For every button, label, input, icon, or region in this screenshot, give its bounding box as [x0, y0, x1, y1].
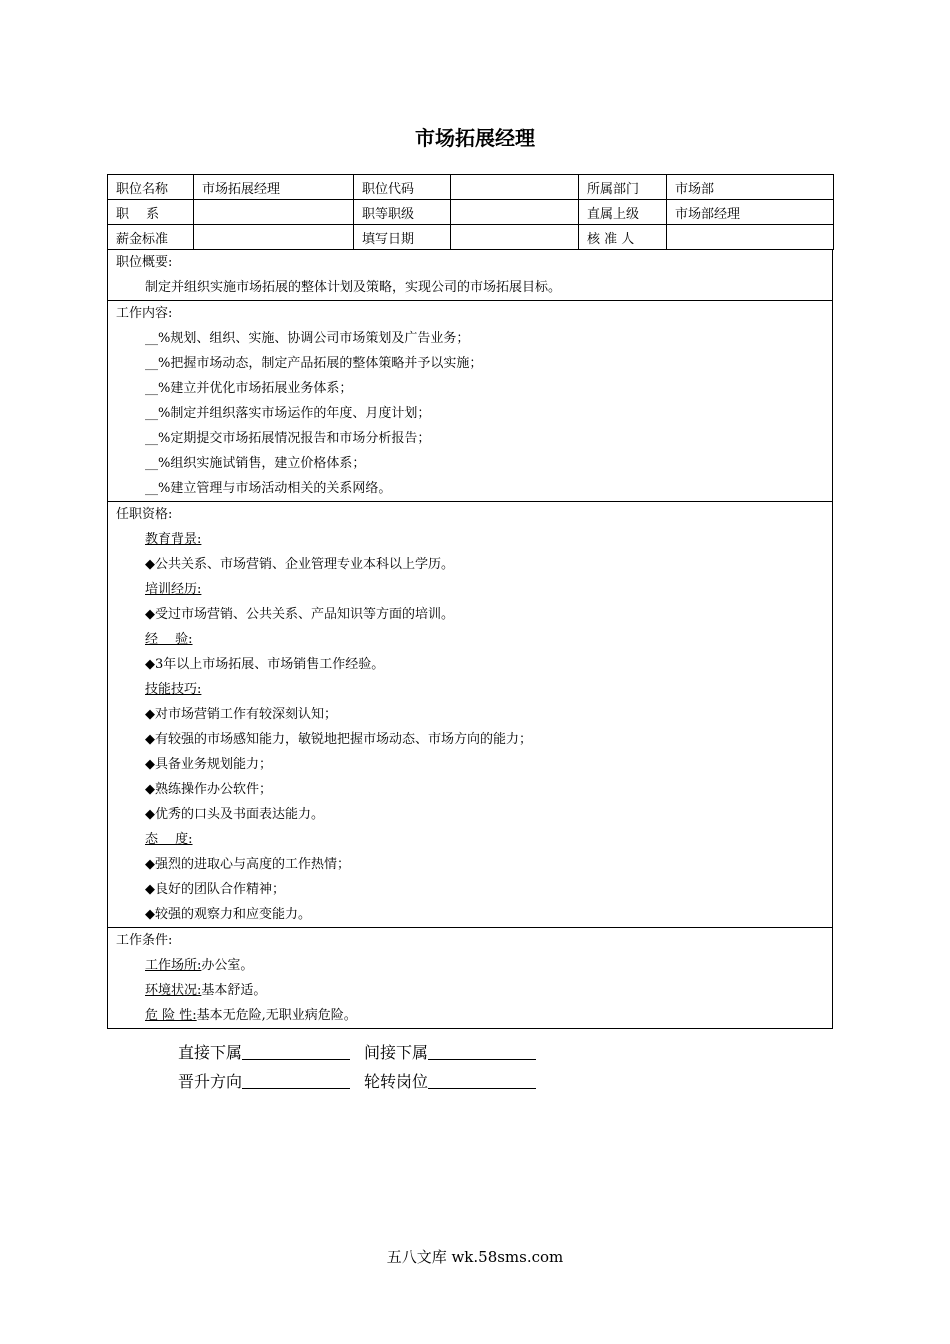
- qualification-text: 熟练操作办公软件；: [155, 782, 273, 797]
- duty-prefix: __: [145, 356, 158, 371]
- qualifications-section: [107, 502, 833, 928]
- bottom-field-label: 晋升方向: [178, 1072, 243, 1091]
- duty-text: %定期提交市场拓展情况报告和市场分析报告；: [158, 431, 431, 446]
- qualification-group-title: [108, 627, 832, 652]
- overview-heading: 职位概要:: [116, 255, 173, 270]
- diamond-bullet-icon: ◆: [145, 882, 155, 897]
- field-value: 市场拓展经理: [194, 175, 354, 200]
- bottom-field-blank: [242, 1072, 350, 1089]
- qualification-group-title: [108, 677, 832, 702]
- group-title-text: 经 验:: [145, 632, 193, 647]
- bottom-fields: [178, 1038, 536, 1096]
- field-label: 填写日期: [354, 225, 451, 250]
- qualification-item: [108, 727, 832, 752]
- diamond-bullet-icon: ◆: [145, 707, 155, 722]
- duties-heading: 工作内容:: [116, 306, 173, 321]
- qualification-item: [108, 702, 832, 727]
- group-title-text: 培训经历:: [145, 582, 202, 597]
- condition-item: [108, 1003, 832, 1028]
- duty-text: %建立管理与市场活动相关的关系网络。: [158, 481, 392, 496]
- field-value: 市场部: [667, 175, 834, 200]
- diamond-bullet-icon: ◆: [145, 907, 155, 922]
- qualification-item: [108, 802, 832, 827]
- condition-item: [108, 978, 832, 1003]
- diamond-bullet-icon: ◆: [145, 657, 155, 672]
- field-value: 市场部经理: [667, 200, 834, 225]
- diamond-bullet-icon: ◆: [145, 557, 155, 572]
- duty-item: [108, 401, 832, 426]
- group-title-text: 技能技巧:: [145, 682, 202, 697]
- condition-label: 环境状况:: [145, 983, 202, 998]
- header-row: [108, 225, 834, 250]
- qualification-text: 3年以上市场拓展、市场销售工作经验。: [155, 657, 385, 672]
- condition-item: [108, 953, 832, 978]
- duty-prefix: __: [145, 481, 158, 496]
- duty-item: [108, 451, 832, 476]
- condition-value: 办公室。: [201, 958, 254, 973]
- qualification-item: [108, 877, 832, 902]
- diamond-bullet-icon: ◆: [145, 782, 155, 797]
- field-label: 薪金标准: [108, 225, 194, 250]
- duties-section: [107, 301, 833, 502]
- duty-text: %规划、组织、实施、协调公司市场策划及广告业务；: [158, 331, 470, 346]
- qualification-item: [108, 852, 832, 877]
- job-description-form: [107, 174, 833, 1029]
- diamond-bullet-icon: ◆: [145, 732, 155, 747]
- bottom-field-blank: [428, 1043, 536, 1060]
- condition-label: 危 险 性:: [145, 1008, 197, 1023]
- duty-prefix: __: [145, 331, 158, 346]
- field-value: [667, 225, 834, 250]
- duty-prefix: __: [145, 431, 158, 446]
- conditions-heading: 工作条件:: [116, 933, 173, 948]
- bottom-field-label: 轮转岗位: [364, 1072, 429, 1091]
- qualification-item: [108, 602, 832, 627]
- diamond-bullet-icon: ◆: [145, 757, 155, 772]
- overview-section: [107, 250, 833, 301]
- qualification-item: [108, 902, 832, 927]
- bottom-field-blank: [242, 1043, 350, 1060]
- qualification-group-title: [108, 527, 832, 552]
- duty-prefix: __: [145, 381, 158, 396]
- bottom-field-label: 直接下属: [178, 1043, 243, 1062]
- duty-item: [108, 351, 832, 376]
- bottom-field-blank: [428, 1072, 536, 1089]
- group-title-text: 态 度:: [145, 832, 193, 847]
- field-value: [194, 200, 354, 225]
- field-label: 职 系: [108, 200, 194, 225]
- qualification-text: 较强的观察力和应变能力。: [155, 907, 312, 922]
- footer-watermark: 五八文库 wk.58sms.com: [386, 1248, 564, 1266]
- diamond-bullet-icon: ◆: [145, 607, 155, 622]
- condition-value: 基本无危险,无职业病危险。: [196, 1008, 357, 1023]
- qualification-item: [108, 652, 832, 677]
- qualification-item: [108, 752, 832, 777]
- group-title-text: 教育背景:: [145, 532, 202, 547]
- header-row: [108, 200, 834, 225]
- bottom-field-label: 间接下属: [364, 1043, 429, 1062]
- field-label: 职等职级: [354, 200, 451, 225]
- duty-text: %把握市场动态，制定产品拓展的整体策略并予以实施；: [158, 356, 483, 371]
- qualification-text: 具备业务规划能力；: [155, 757, 273, 772]
- field-label: 所属部门: [579, 175, 667, 200]
- qualification-text: 受过市场营销、公共关系、产品知识等方面的培训。: [155, 607, 455, 622]
- duty-text: %组织实施试销售，建立价格体系；: [158, 456, 366, 471]
- overview-text: 制定并组织实施市场拓展的整体计划及策略，实现公司的市场拓展目标。: [145, 280, 562, 295]
- field-label: 核 准 人: [579, 225, 667, 250]
- condition-value: 基本舒适。: [201, 983, 267, 998]
- duty-text: %制定并组织落实市场运作的年度、月度计划；: [158, 406, 431, 421]
- qualification-item: [108, 777, 832, 802]
- qualification-text: 强烈的进取心与高度的工作热情；: [155, 857, 351, 872]
- field-label: 职位代码: [354, 175, 451, 200]
- bottom-field-row: [178, 1067, 536, 1096]
- duty-item: [108, 476, 832, 501]
- field-value: [451, 175, 579, 200]
- field-value: [194, 225, 354, 250]
- duty-item: [108, 326, 832, 351]
- qualification-text: 公共关系、市场营销、企业管理专业本科以上学历。: [155, 557, 455, 572]
- duty-text: %建立并优化市场拓展业务体系；: [158, 381, 353, 396]
- field-label: 职位名称: [108, 175, 194, 200]
- field-label: 直属上级: [579, 200, 667, 225]
- qualification-text: 有较强的市场感知能力，敏锐地把握市场动态、市场方向的能力；: [155, 732, 533, 747]
- diamond-bullet-icon: ◆: [145, 857, 155, 872]
- duty-item: [108, 426, 832, 451]
- qualifications-heading: 任职资格:: [116, 507, 173, 522]
- qualification-text: 良好的团队合作精神；: [155, 882, 286, 897]
- duty-item: [108, 376, 832, 401]
- condition-label: 工作场所:: [145, 958, 202, 973]
- qualification-group-title: [108, 577, 832, 602]
- header-table: [107, 174, 834, 250]
- field-value: [451, 225, 579, 250]
- qualification-item: [108, 552, 832, 577]
- conditions-section: [107, 928, 833, 1029]
- diamond-bullet-icon: ◆: [145, 807, 155, 822]
- qualification-group-title: [108, 827, 832, 852]
- duty-prefix: __: [145, 406, 158, 421]
- duty-prefix: __: [145, 456, 158, 471]
- field-value: [451, 200, 579, 225]
- qualification-text: 对市场营销工作有较深刻认知；: [155, 707, 338, 722]
- bottom-field-row: [178, 1038, 536, 1067]
- header-row: [108, 175, 834, 200]
- qualification-text: 优秀的口头及书面表达能力。: [155, 807, 325, 822]
- page-title: 市场拓展经理: [415, 126, 535, 150]
